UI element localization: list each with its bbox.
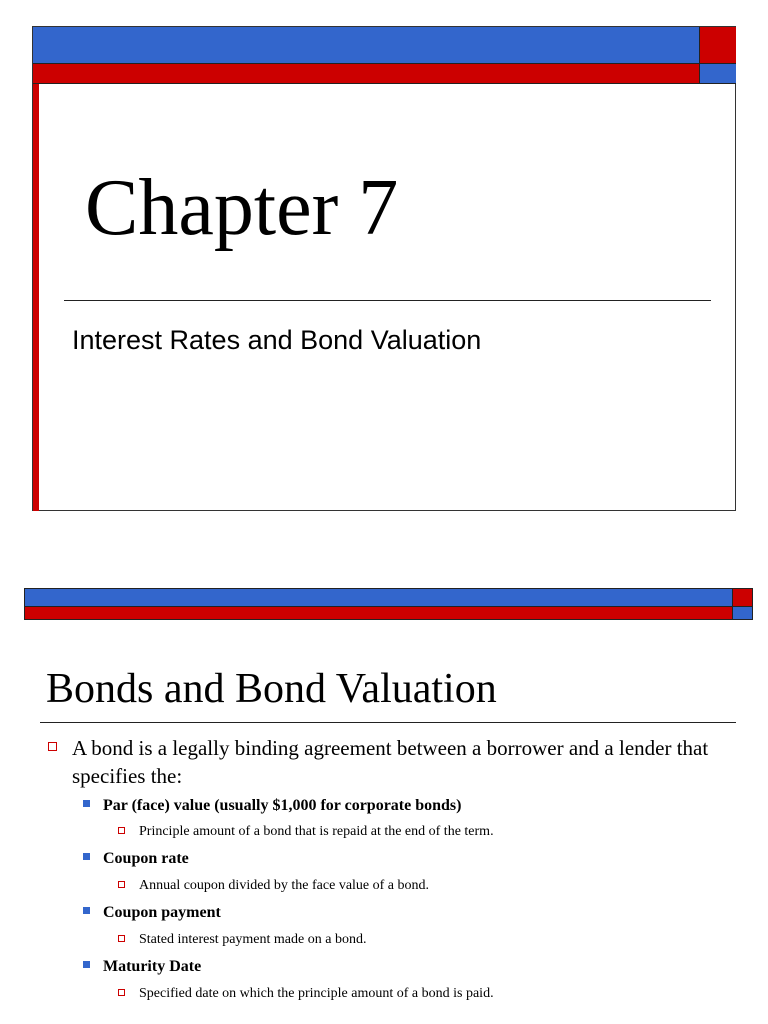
slide2-header-red-square	[733, 588, 753, 607]
definition-coupon-payment: Stated interest payment made on a bond.	[139, 932, 367, 947]
definition-par-value: Principle amount of a bond that is repaid at the end of the term.	[139, 824, 494, 839]
square-bullet-icon	[83, 800, 90, 807]
slide2-title-divider	[40, 722, 736, 723]
term-par-value: Par (face) value (usually $1,000 for corporate bonds)	[103, 797, 462, 814]
square-bullet-icon	[83, 853, 90, 860]
definition-coupon-rate: Annual coupon divided by the face value of a bond.	[139, 878, 430, 893]
chapter-subtitle: Interest Rates and Bond Valuation	[72, 325, 482, 355]
square-bullet-icon	[118, 935, 125, 942]
chapter-title: Chapter 7	[85, 164, 399, 252]
square-bullet-icon	[48, 742, 57, 751]
left-red-bar	[33, 84, 39, 511]
definition-maturity-date: Specified date on which the principle amount of a bond is paid.	[139, 986, 494, 1001]
term-coupon-payment: Coupon payment	[103, 904, 221, 921]
title-divider	[64, 300, 711, 301]
intro-text: A bond is a legally binding agreement between a borrower and a lender that specifies the:	[72, 736, 709, 788]
term-coupon-rate: Coupon rate	[103, 850, 189, 867]
square-bullet-icon	[83, 907, 90, 914]
square-bullet-icon	[118, 881, 125, 888]
square-bullet-icon	[118, 989, 125, 996]
slide2-header-red-band	[24, 607, 733, 620]
header-blue-band	[33, 27, 699, 64]
slide2-header-blue-square	[733, 607, 753, 620]
slide2-header-blue-band	[24, 588, 733, 607]
header-red-square	[699, 27, 736, 64]
square-bullet-icon	[83, 961, 90, 968]
title-slide	[32, 26, 736, 511]
term-maturity-date: Maturity Date	[103, 958, 202, 975]
slide2-title: Bonds and Bond Valuation	[46, 666, 497, 712]
header-red-band	[33, 64, 699, 84]
header-blue-square	[699, 64, 736, 84]
square-bullet-icon	[118, 827, 125, 834]
